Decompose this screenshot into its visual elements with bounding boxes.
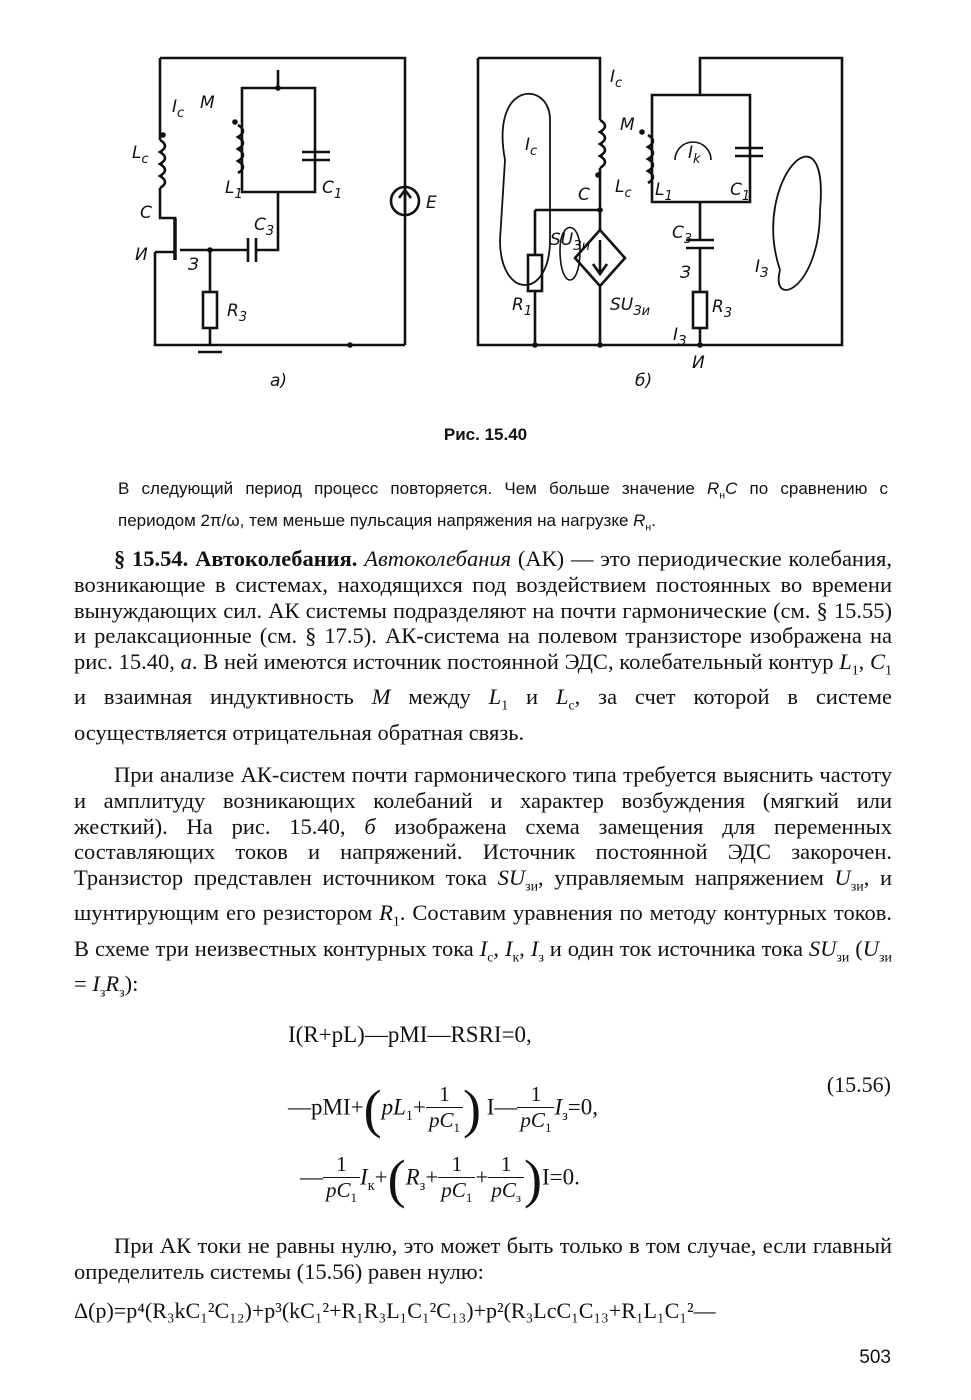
b-label-r1: $R_1$ xyxy=(512,295,533,319)
b-su-arrow xyxy=(593,240,607,274)
a-label-r3: $R_3$ xyxy=(227,301,248,325)
b-label-c1: $C_1$ xyxy=(730,180,751,204)
a-label-m: M xyxy=(200,93,215,113)
a-dot-2 xyxy=(160,132,166,138)
a-lc-coil xyxy=(160,140,165,188)
a-label-z-node: З xyxy=(188,255,199,275)
a-c3-capacitor xyxy=(248,238,256,262)
b-label-i3-bottom: $I_З$ xyxy=(673,325,687,349)
a-node-bottom xyxy=(347,342,353,348)
a-figure-label: а) xyxy=(270,371,288,391)
equation-row-1: I(R+pL)—pMI—RSRI=0, xyxy=(288,1022,532,1047)
section-paragraph: § 15.54. Автоколебания. Автоколебания (АК) — это периодические колебания, возникающие в системах, находящихся под воздействием постоянных во времени вынуждающих сил. АК системы подразделяют на почти гармонические (см. § 15.55) и релаксационные (см. § 17.5). АК-система на полевом транзисторе изображена на рис. 15.40, а. В ней имеются источник постоянной ЭДС, колебательный контур $L_1$, $C_1$ и взаимная индуктивность M между $L_1$ и $L_c$, за счет которой в системе осуществляется отрицательная обратная связь. xyxy=(74,546,893,745)
equation-system xyxy=(0,1020,971,1220)
b-label-lc: $L_c$ xyxy=(615,177,632,201)
small-paragraph: В следующий период процесс повторяется. Чем больше значение $R_нC$ по сравнению с периодом 2π/ω, тем меньше пульсация напряжения на нагрузке $R_н$. xyxy=(118,479,888,534)
b-label-c3: $С_3$ xyxy=(672,223,693,247)
b-dot-1 xyxy=(639,129,645,135)
b-label-m: M xyxy=(620,115,635,135)
a-label-i-node: И xyxy=(135,245,148,265)
a-label-lc: $L_c$ xyxy=(132,143,149,167)
b-label-ic-loop: $I_c$ xyxy=(525,135,538,159)
b-label-c-node: C xyxy=(578,185,590,205)
a-bottom-left-wire xyxy=(155,252,350,345)
b-node-su xyxy=(597,342,603,348)
b-label-i3-loop: $I_З$ xyxy=(755,257,769,281)
b-label-z-node: З xyxy=(680,263,691,283)
figure-caption: Рис. 15.40 xyxy=(443,425,528,444)
circuit-diagrams xyxy=(130,40,930,430)
a-label-c1: $C_1$ xyxy=(322,178,343,202)
b-label-ik: $I_k$ xyxy=(688,143,701,167)
b-label-i-node: И xyxy=(692,353,705,373)
b-r1-resistor xyxy=(528,255,542,291)
b-node-r3 xyxy=(697,342,703,348)
equation-number: (15.56) xyxy=(826,1072,891,1097)
section-heading: § 15.54. Автоколебания. xyxy=(114,546,358,571)
a-top-wire xyxy=(160,58,405,345)
a-node-tank xyxy=(275,85,281,91)
a-label-ic: $I_c$ xyxy=(172,97,185,121)
a-drain-wire xyxy=(160,188,175,255)
b-lc-coil xyxy=(600,120,605,168)
a-label-c3: $С_3$ xyxy=(254,215,275,239)
b-label-l1: $L_1$ xyxy=(655,180,673,204)
a-tank-loop xyxy=(242,88,315,192)
b-label-su-top: $SU_{Зи}$ xyxy=(550,230,591,254)
page-number: 503 xyxy=(859,1347,891,1368)
b-figure-label: б) xyxy=(635,371,653,391)
b-top-left-wire xyxy=(478,58,600,120)
b-i3-loop xyxy=(773,157,821,290)
b-label-r3: $R_3$ xyxy=(712,297,733,321)
b-label-su-bottom: $SU_{Зи}$ xyxy=(610,295,651,319)
equation-row-3: — $\frac{1}{pC_1}$ $I_к+(R_з+$ $\frac{1}{pC_1}$ + $\frac{1}{pC_з}$ )I=0. xyxy=(300,1149,580,1210)
b-r3-resistor xyxy=(693,292,707,328)
a-label-e: E xyxy=(426,193,437,213)
equation-row-2: $—pMI+(pL_1+$ $\frac{1}{pC_1}$ ) I— $\frac{1}{pC_1}$ $I_з=0$, xyxy=(288,1079,598,1140)
conclusion-paragraph: При АК токи не равны нулю, это может быть только в том случае, если главный определитель системы (15.56) равен нулю: xyxy=(74,1233,892,1284)
determinant-formula: Δ(p)=p⁴(R₃kC₁²C₁₂)+p³(kC₁²+R₁R₃L₁C₁²C₁₃)+p²(R₃LcC₁C₁₃+R₁L₁C₁²— xyxy=(74,1298,716,1323)
analysis-paragraph: При анализе АК-систем почти гармонического типа требуется выяснить частоту и амплитуду возникающих колебаний и характер возбуждения (мягкий или жесткий). На рис. 15.40, б изображена схема замещения для переменных составляющих токов и напряжений. Источник постоянной ЭДС закорочен. Транзистор представлен источником тока $SU_{зи}$, управляемым напряжением $U_{зи}$, и шунтирующим его резистором $R_1$. Составим уравнения по методу контурных токов. В схеме три неизвестных контурных тока $I_c$, $I_к$, $I_з$ и один ток источника тока $SU_{зи}$ $(U_{зи} = I_зR_з)$: xyxy=(74,762,893,1001)
b-dot-2 xyxy=(595,172,601,178)
b-node-r1 xyxy=(532,342,538,348)
b-label-ic-top: $I_c$ xyxy=(610,67,623,91)
a-r3-resistor xyxy=(203,292,217,328)
figure-15-40 xyxy=(130,40,930,460)
a-dot-1 xyxy=(232,119,238,125)
a-label-l1: $L_1$ xyxy=(225,178,243,202)
a-label-c-node: С xyxy=(140,203,152,223)
a-e-arrow xyxy=(399,190,411,212)
b-node-c xyxy=(597,207,603,213)
a-node-gate xyxy=(207,247,213,253)
